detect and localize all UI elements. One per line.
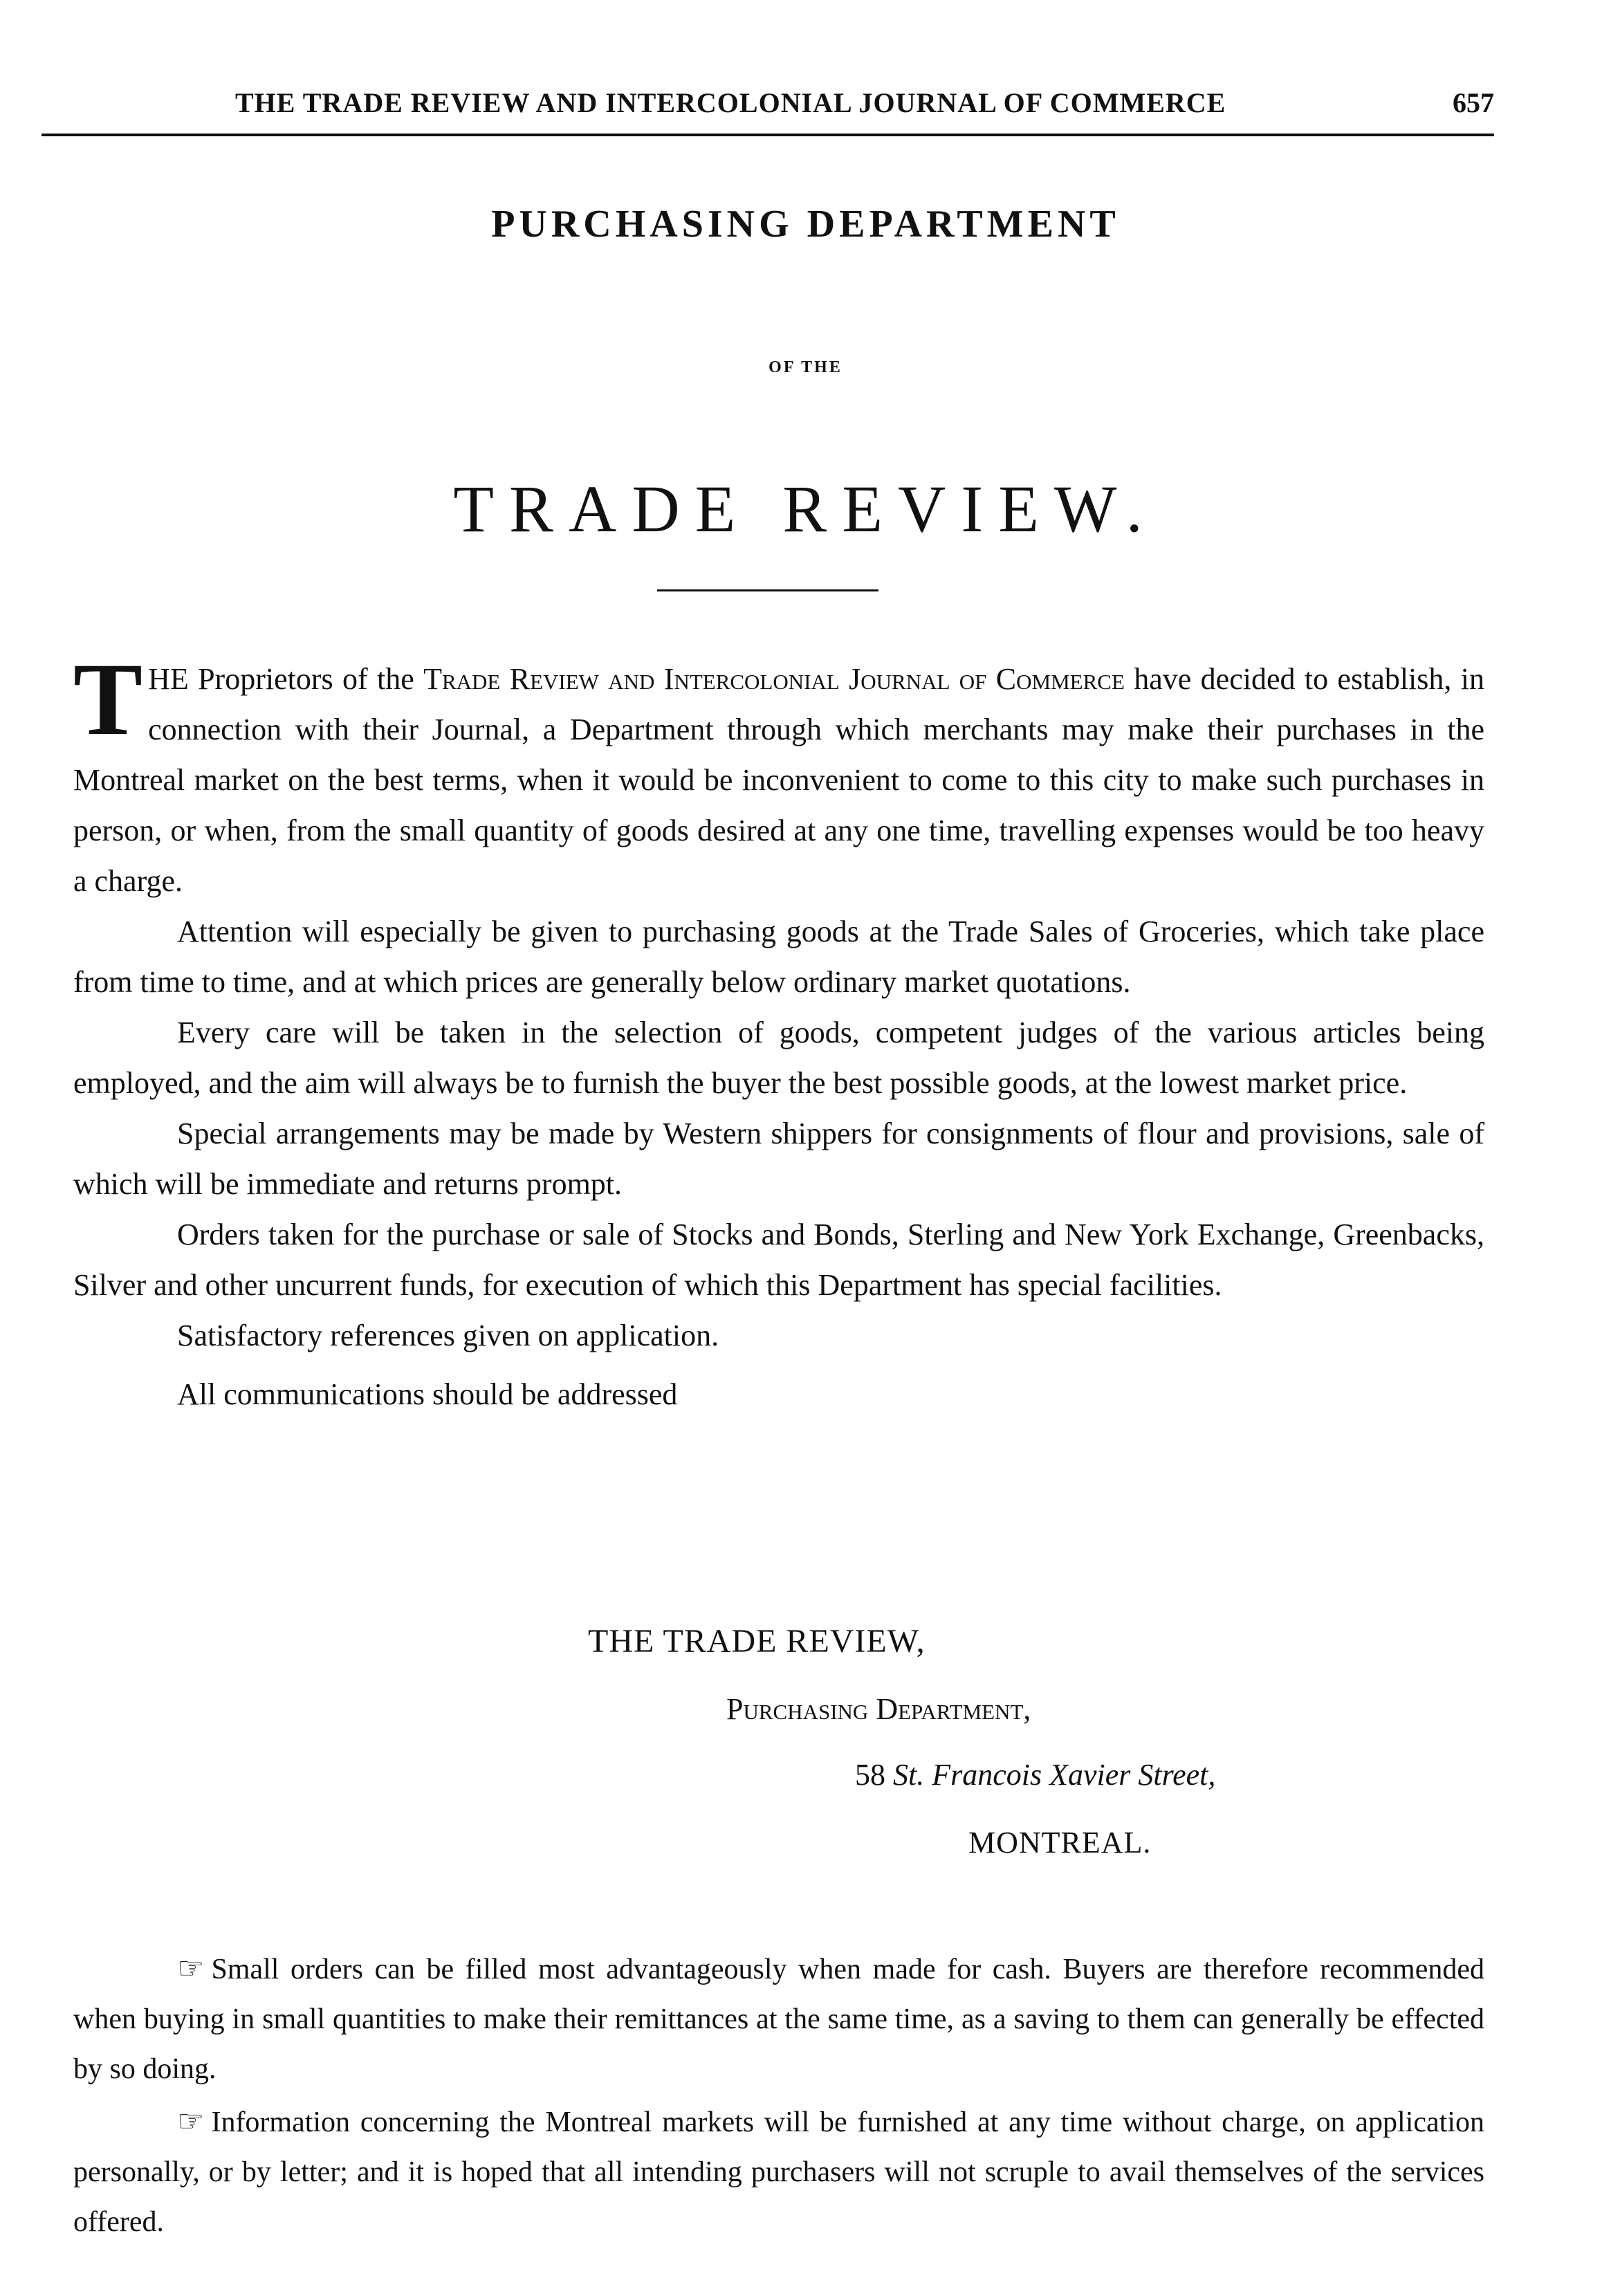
paragraph-3: Every care will be taken in the selection of goods, competent judges of the various articles being employed, and the aim will always be to furnish the buyer the best possible goods, at the lowest market price. [73,1016,1484,1100]
header-rule [42,134,1494,136]
note-1-text: Small orders can be filled most advantageously when made for cash. Buyers are therefore recommended when buying in small quantities to make their remittances at the same time, as a saving to them can generally be effected by so doing. [73,1954,1484,2085]
address-line-2: Purchasing Department, [726,1692,1031,1726]
notes [73,1944,1484,2250]
paragraph-1-rest: have decided to establish, in connection with their Journal, a Department through which merchants may make their purchases in the Montreal market on the best terms, when it would be inconvenient to come to this city to make such purchases in person, or when, from the small quantity of goods desired at any one time, travelling expenses would be too heavy a charge. [73,662,1484,898]
street-number: 58 [855,1758,885,1792]
note-2-text: Information concerning the Montreal markets will be furnished at any time without charge, on application personally, or by letter; and it is hoped that all intending purchasers will not scruple to avail themselves of the services offered. [73,2106,1484,2238]
pointing-hand-icon: ☞ [177,1951,205,1985]
address-line-1: THE TRADE REVIEW, [588,1623,926,1660]
title-of-the: OF THE [768,358,843,376]
address-line-4: MONTREAL. [968,1826,1152,1859]
paragraph-5: Orders taken for the purchase or sale of Stocks and Bonds, Sterling and New York Exchange, Greenbacks, Silver and other uncurrent funds, for execution of which this Department has special facilities. [73,1218,1484,1302]
running-header [42,73,1494,135]
paragraph-1-start: HE Proprietors of the [148,662,424,696]
pointing-hand-icon: ☞ [177,2104,205,2138]
address-line-3 [855,1757,1215,1792]
title-purchasing-department: PURCHASING DEPARTMENT [491,203,1120,246]
body-text [73,642,1484,1420]
paragraph-2: Attention will especially be given to purchasing goods at the Trade Sales of Groceries, which take place from time to time, and at which prices are generally below ordinary market quotations. [73,915,1484,999]
paragraph-6: Satisfactory references given on application. [177,1319,719,1352]
note-2 [73,2097,1484,2247]
journal-name: Trade Review and Intercolonial Journal of Commerce [423,662,1125,696]
paragraph-1 [73,642,1484,906]
running-title: THE TRADE REVIEW AND INTERCOLONIAL JOURNAL OF COMMERCE [235,87,1226,118]
title-trade-review: TRADE REVIEW. [453,472,1158,546]
title-rule [657,589,878,591]
page-number: 657 [1453,87,1494,118]
paragraph-7: All communications should be addressed [177,1377,678,1411]
note-1 [73,1944,1484,2094]
drop-cap: T [73,642,143,757]
street-name: St. Francois Xavier Street, [893,1758,1216,1792]
paragraph-4: Special arrangements may be made by Western shippers for consignments of flour and provisions, sale of which will be immediate and returns prompt. [73,1117,1484,1201]
